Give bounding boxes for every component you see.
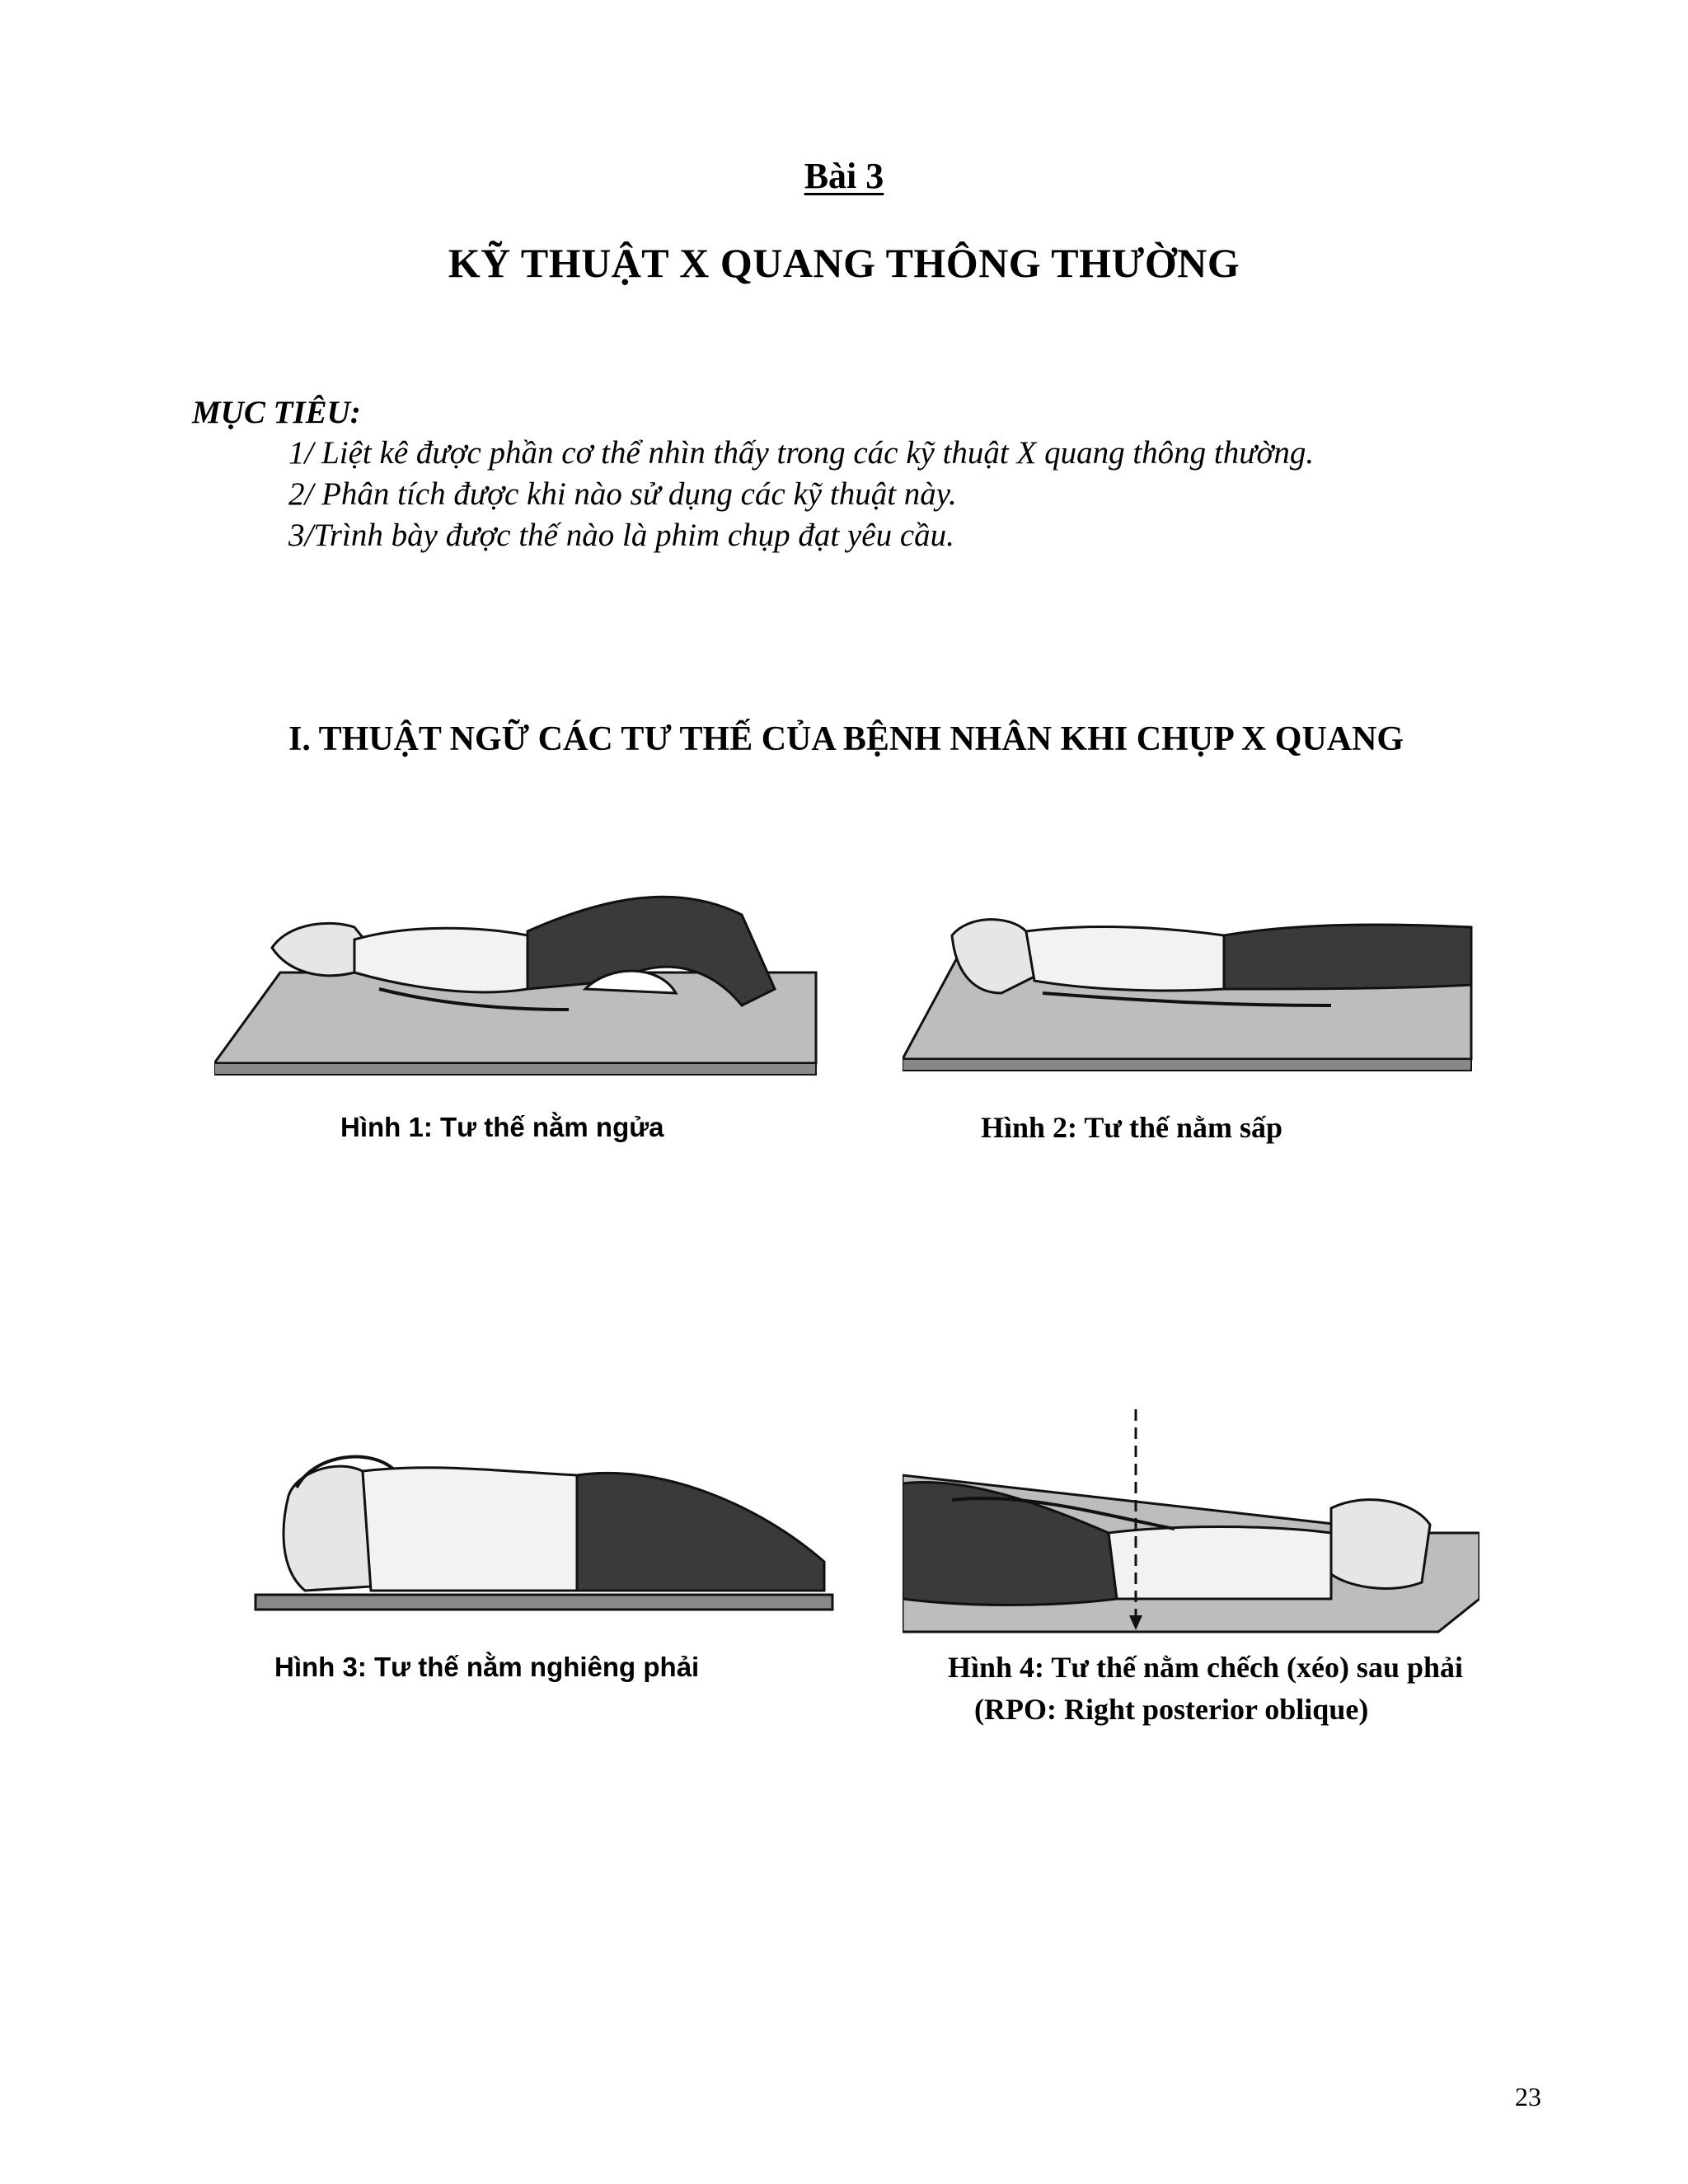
objective-item: 1/ Liệt kê được phần cơ thể nhìn thấy trong các kỹ thuật X quang thông thường. xyxy=(288,435,1315,471)
figure-caption: Hình 1: Tư thế nằm ngửa xyxy=(340,1112,664,1142)
figure-right-lateral-illustration xyxy=(247,1438,841,1619)
figure-caption: Hình 3: Tư thế nằm nghiêng phải xyxy=(274,1652,700,1682)
objectives-heading: MỤC TIÊU: xyxy=(192,395,361,430)
objective-item: 2/ Phân tích được khi nào sử dụng các kỹ thuật này. xyxy=(288,476,957,512)
figure-prone-illustration xyxy=(903,902,1479,1080)
lesson-number: Bài 3 xyxy=(804,156,884,196)
figure-caption: Hình 2: Tư thế nằm sấp xyxy=(981,1111,1283,1144)
lesson-title: KỸ THUẬT X QUANG THÔNG THƯỜNG xyxy=(448,240,1240,286)
objective-item: 3/Trình bày được thế nào là phim chụp đạt yêu cầu. xyxy=(288,518,954,553)
figure-caption: Hình 4: Tư thế nằm chếch (xéo) sau phải xyxy=(948,1651,1464,1684)
figure-rpo-illustration xyxy=(903,1409,1479,1640)
page-number: 23 xyxy=(1515,2082,1541,2111)
figure-caption-line2: (RPO: Right posterior oblique) xyxy=(974,1693,1369,1726)
figure-supine-illustration xyxy=(214,865,824,1080)
section-heading: I. THUẬT NGỮ CÁC TƯ THẾ CỦA BỆNH NHÂN KHI CHỤP X QUANG xyxy=(288,720,1404,758)
